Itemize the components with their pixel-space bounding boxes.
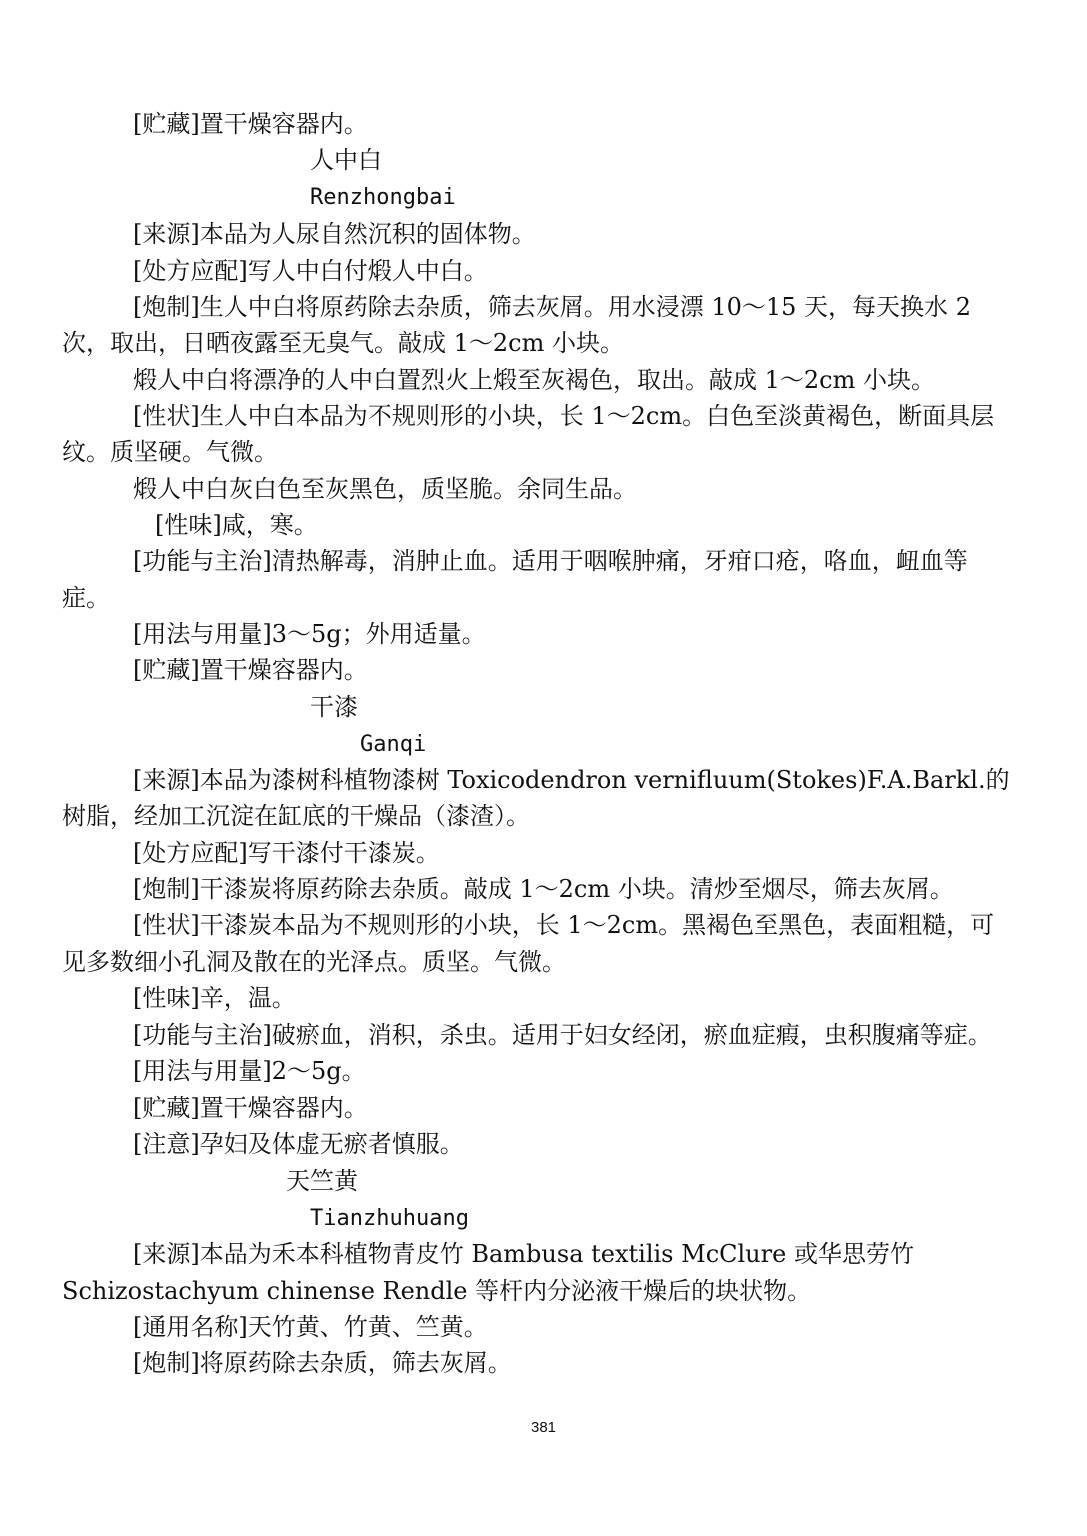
text-line: [功能与主治]清热解毒，消肿止血。适用于咽喉肿痛，牙疳口疮，咯血，衄血等 [133, 547, 968, 575]
text-line: [性味]辛，温。 [133, 984, 296, 1012]
text-line: [处方应配]写干漆付干漆炭。 [133, 839, 440, 867]
text-line: [注意]孕妇及体虚无瘀者慎服。 [133, 1130, 464, 1158]
text-line: [来源]本品为禾本科植物青皮竹 Bambusa textilis McClure 或华思劳竹 [133, 1240, 914, 1268]
text-line: [处方应配]写人中白付煅人中白。 [133, 257, 488, 285]
entry-title-tianzhuhuang: 天竺黄 [286, 1167, 358, 1195]
text-line: 树脂，经加工沉淀在缸底的干燥品（漆渣）。 [62, 802, 530, 830]
text-line: 纹。质坚硬。气微。 [62, 438, 278, 466]
text-line: [性味]咸，寒。 [155, 511, 318, 539]
text-line: [来源]本品为漆树科植物漆树 Toxicodendron vernifluum(Stokes)F.A.Barkl.的 [133, 766, 1010, 794]
entry-title-renzhongbai: 人中白 [310, 146, 382, 174]
entry-pinyin-renzhongbai: Renzhongbai [310, 185, 456, 210]
text-line: 见多数细小孔洞及散在的光泽点。质坚。气微。 [62, 948, 566, 976]
entry-pinyin-ganqi: Ganqi [360, 732, 427, 757]
text-line: [炮制]将原药除去杂质，筛去灰屑。 [133, 1349, 512, 1377]
text-line: [功能与主治]破瘀血，消积，杀虫。适用于妇女经闭，瘀血症瘕，虫积腹痛等症。 [133, 1021, 992, 1049]
text-line: 次，取出，日晒夜露至无臭气。敲成 1～2cm 小块。 [62, 329, 624, 357]
text-line: [用法与用量]3～5g；外用适量。 [133, 620, 486, 648]
text-line: [炮制]干漆炭将原药除去杂质。敲成 1～2cm 小块。清炒至烟尽，筛去灰屑。 [133, 875, 954, 903]
text-line: 症。 [62, 584, 110, 612]
page-number: 381 [530, 1419, 557, 1436]
text-line: 煅人中白灰白色至灰黑色，质坚脆。余同生品。 [133, 475, 637, 503]
text-line: [炮制]生人中白将原药除去杂质，筛去灰屑。用水浸漂 10～15 天，每天换水 2 [133, 293, 971, 321]
text-line: [来源]本品为人尿自然沉积的固体物。 [133, 220, 536, 248]
text-line: [通用名称]天竹黄、竹黄、竺黄。 [133, 1313, 488, 1341]
text-line: Schizostachyum chinense Rendle 等杆内分泌液干燥后的块状物。 [62, 1277, 812, 1305]
text-line: [性状]生人中白本品为不规则形的小块，长 1～2cm。白色至淡黄褐色，断面具层 [133, 402, 995, 430]
text-line: [性状]干漆炭本品为不规则形的小块，长 1～2cm。黑褐色至黑色，表面粗糙，可 [133, 911, 995, 939]
entry-pinyin-tianzhuhuang: Tianzhuhuang [310, 1206, 469, 1231]
text-line: [用法与用量]2～5g。 [133, 1057, 366, 1085]
text-line: [贮藏]置干燥容器内。 [133, 110, 368, 138]
entry-title-ganqi: 干漆 [310, 693, 358, 721]
text-line: [贮藏]置干燥容器内。 [133, 1094, 368, 1122]
text-line: 煅人中白将漂净的人中白置烈火上煅至灰褐色，取出。敲成 1～2cm 小块。 [133, 366, 935, 394]
text-line: [贮藏]置干燥容器内。 [133, 656, 368, 684]
